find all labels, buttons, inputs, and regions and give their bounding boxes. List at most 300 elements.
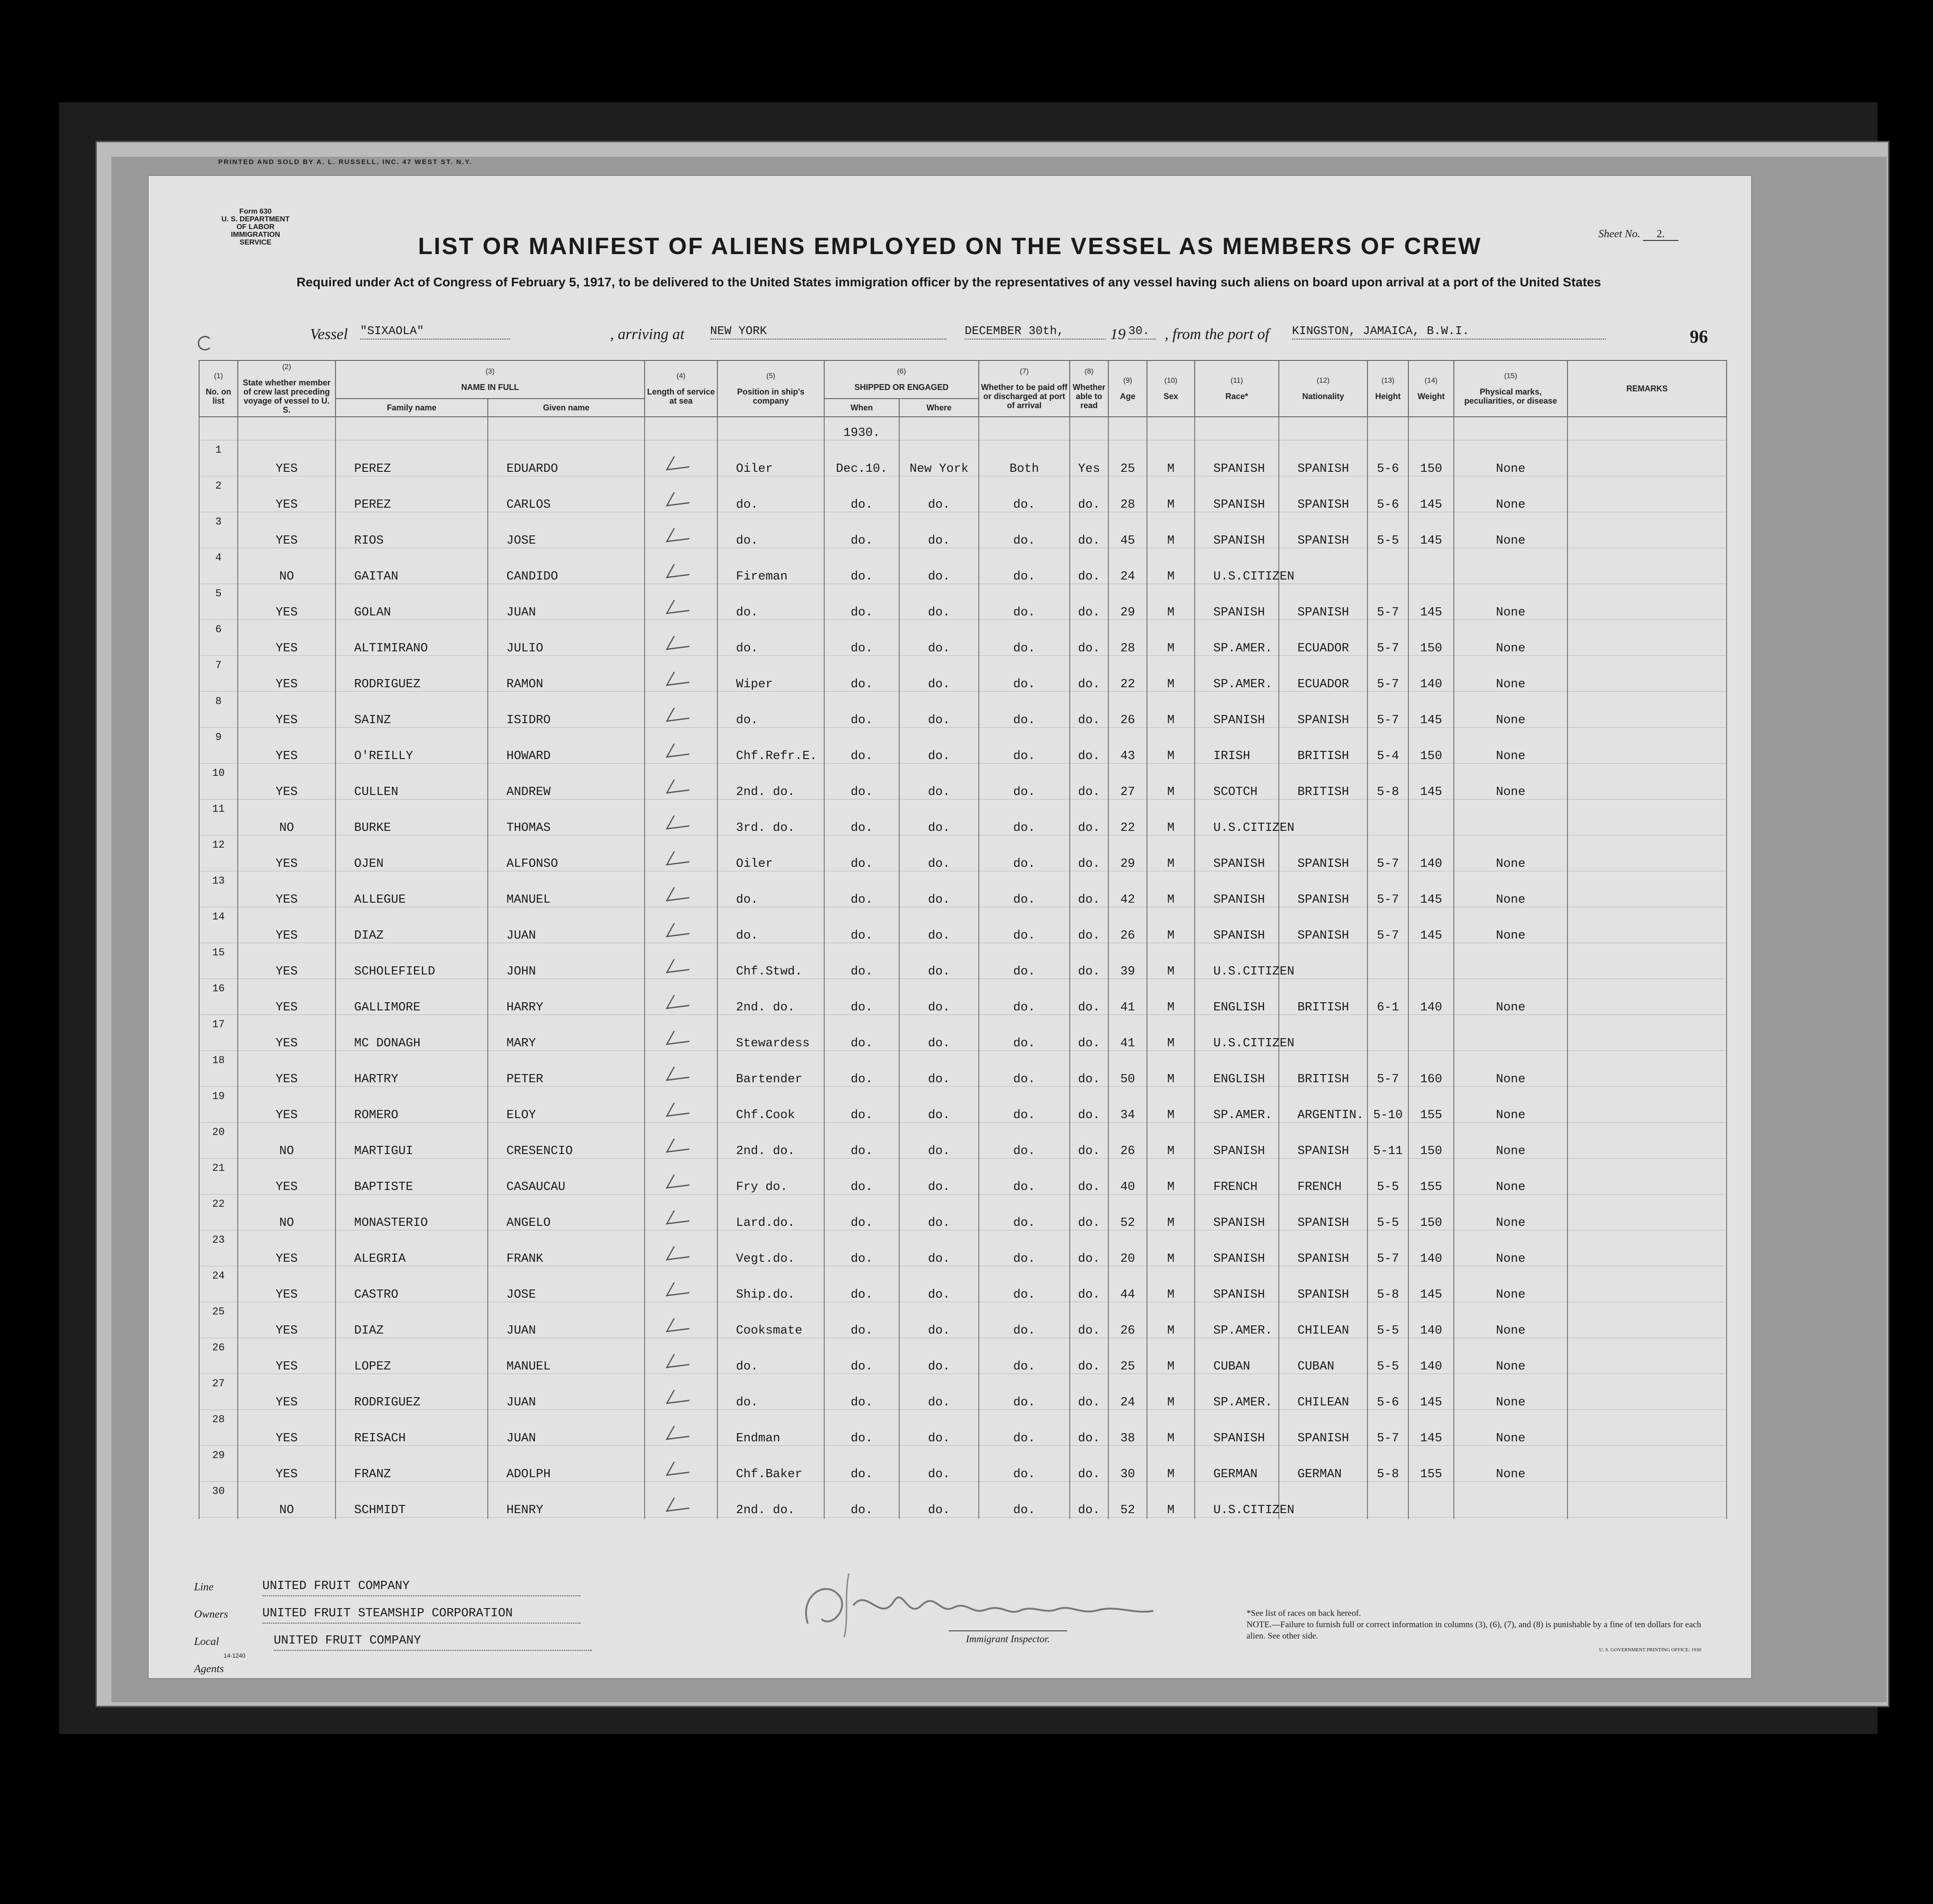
race-cell: IRISH — [1195, 728, 1279, 764]
race-cell: U.S.CITIZEN — [1195, 800, 1279, 835]
age-cell: 25 — [1108, 1338, 1147, 1374]
shipped-when-cell: do. — [824, 1123, 899, 1159]
able-to-read-cell: do. — [1070, 907, 1108, 943]
weight-cell: 150 — [1408, 440, 1454, 476]
physical-marks-cell: None — [1454, 620, 1567, 656]
table-row — [199, 871, 1727, 907]
table-row — [199, 512, 1727, 548]
paid-off-cell: do. — [979, 943, 1070, 979]
family-name-cell: PEREZ — [336, 476, 488, 512]
position-cell: do. — [717, 1374, 824, 1410]
height-cell: 5-6 — [1367, 440, 1408, 476]
service-check-cell — [645, 835, 717, 871]
age-cell: 45 — [1108, 512, 1147, 548]
shipped-when-cell: do. — [824, 1410, 899, 1446]
checkmark-icon — [666, 992, 696, 1009]
arrival-date: DECEMBER 30th, — [965, 324, 1106, 340]
row-number-cell: 12 — [199, 835, 238, 871]
given-name-cell: EDUARDO — [488, 440, 645, 476]
physical-marks-cell: None — [1454, 1123, 1567, 1159]
shipped-when-cell: do. — [824, 1302, 899, 1338]
given-name-cell: JUAN — [488, 584, 645, 620]
shipped-where-cell: do. — [899, 1194, 979, 1230]
able-to-read-cell: do. — [1070, 1194, 1108, 1230]
row-number-cell: 5 — [199, 584, 238, 620]
table-row — [199, 800, 1727, 835]
able-to-read-cell: do. — [1070, 1015, 1108, 1051]
form-department: U. S. DEPARTMENT OF LABOR — [221, 215, 290, 231]
service-check-cell — [645, 548, 717, 584]
previous-voyage-cell: YES — [238, 943, 336, 979]
family-name-cell: ROMERO — [336, 1087, 488, 1123]
previous-voyage-cell: YES — [238, 656, 336, 692]
remarks-cell — [1567, 764, 1727, 800]
service-check-cell — [645, 1338, 717, 1374]
checkmark-icon — [666, 1495, 696, 1512]
nationality-cell: SPANISH — [1279, 1410, 1367, 1446]
shipped-when-cell: do. — [824, 728, 899, 764]
shipped-where-cell: do. — [899, 620, 979, 656]
table-row — [199, 1159, 1727, 1194]
height-cell: 5-7 — [1367, 871, 1408, 907]
race-cell: U.S.CITIZEN — [1195, 1015, 1279, 1051]
race-cell: ENGLISH — [1195, 1051, 1279, 1087]
race-cell: GERMAN — [1195, 1446, 1279, 1482]
height-cell: 5-8 — [1367, 764, 1408, 800]
shipped-when-cell: do. — [824, 907, 899, 943]
row-number-cell: 20 — [199, 1123, 238, 1159]
paid-off-cell: do. — [979, 1159, 1070, 1194]
position-cell: Fireman — [717, 548, 824, 584]
table-row — [199, 1302, 1727, 1338]
weight-cell: 155 — [1408, 1159, 1454, 1194]
paid-off-cell: do. — [979, 1338, 1070, 1374]
previous-voyage-cell: YES — [238, 1338, 336, 1374]
family-name-cell: REISACH — [336, 1410, 488, 1446]
shipped-where-cell: do. — [899, 1123, 979, 1159]
age-cell: 29 — [1108, 835, 1147, 871]
family-name-cell: SCHOLEFIELD — [336, 943, 488, 979]
shipped-where-cell: do. — [899, 656, 979, 692]
physical-marks-cell — [1454, 1482, 1567, 1518]
weight-cell: 145 — [1408, 476, 1454, 512]
weight-cell: 140 — [1408, 835, 1454, 871]
col-header-weight: (14) Weight — [1408, 360, 1454, 417]
table-row — [199, 907, 1727, 943]
height-cell: 5-5 — [1367, 1302, 1408, 1338]
remarks-cell — [1567, 907, 1727, 943]
shipped-where-cell: do. — [899, 728, 979, 764]
physical-marks-cell: None — [1454, 1266, 1567, 1302]
race-cell: SPANISH — [1195, 584, 1279, 620]
physical-marks-cell: None — [1454, 656, 1567, 692]
table-row — [199, 620, 1727, 656]
col-header-age: (9) Age — [1108, 360, 1147, 417]
nationality-cell: SPANISH — [1279, 907, 1367, 943]
physical-marks-cell: None — [1454, 1051, 1567, 1087]
table-row — [199, 1266, 1727, 1302]
nationality-cell: ARGENTIN. — [1279, 1087, 1367, 1123]
sex-cell: M — [1147, 1087, 1195, 1123]
shipped-where-cell: do. — [899, 1482, 979, 1518]
height-cell: 5-5 — [1367, 1338, 1408, 1374]
shipped-when-cell: do. — [824, 692, 899, 728]
previous-voyage-cell: YES — [238, 1159, 336, 1194]
sex-cell: M — [1147, 1374, 1195, 1410]
row-number-cell: 14 — [199, 907, 238, 943]
height-cell: 5-6 — [1367, 1374, 1408, 1410]
able-to-read-cell: do. — [1070, 476, 1108, 512]
weight-cell — [1408, 943, 1454, 979]
weight-cell: 145 — [1408, 1374, 1454, 1410]
service-check-cell — [645, 476, 717, 512]
age-cell: 27 — [1108, 764, 1147, 800]
shipped-where-cell: do. — [899, 1446, 979, 1482]
remarks-cell — [1567, 1230, 1727, 1266]
nationality-cell: BRITISH — [1279, 1051, 1367, 1087]
position-cell: Vegt.do. — [717, 1230, 824, 1266]
service-check-cell — [645, 512, 717, 548]
race-cell: SPANISH — [1195, 1194, 1279, 1230]
remarks-cell — [1567, 440, 1727, 476]
shipped-where-cell: do. — [899, 1338, 979, 1374]
physical-marks-cell: None — [1454, 584, 1567, 620]
row-number-cell: 4 — [199, 548, 238, 584]
position-cell: 3rd. do. — [717, 800, 824, 835]
shipped-when-cell: do. — [824, 764, 899, 800]
row-number-cell: 6 — [199, 620, 238, 656]
shipped-when-cell: do. — [824, 476, 899, 512]
weight-cell: 150 — [1408, 1123, 1454, 1159]
given-name-cell: ELOY — [488, 1087, 645, 1123]
physical-marks-cell: None — [1454, 979, 1567, 1015]
physical-marks-cell: None — [1454, 728, 1567, 764]
given-name-cell: PETER — [488, 1051, 645, 1087]
service-check-cell — [645, 1087, 717, 1123]
printing-office: U. S. GOVERNMENT PRINTING OFFICE: 1930 — [1599, 1647, 1701, 1653]
family-name-cell: RODRIGUEZ — [336, 1374, 488, 1410]
age-cell: 22 — [1108, 656, 1147, 692]
able-to-read-cell: do. — [1070, 1482, 1108, 1518]
family-name-cell: GAITAN — [336, 548, 488, 584]
sex-cell: M — [1147, 1302, 1195, 1338]
remarks-cell — [1567, 1302, 1727, 1338]
checkmark-icon — [666, 1387, 696, 1404]
weight-cell: 150 — [1408, 728, 1454, 764]
shipped-when-cell: do. — [824, 1482, 899, 1518]
checkmark-icon — [666, 561, 696, 578]
family-name-cell: GALLIMORE — [336, 979, 488, 1015]
row-number-cell: 29 — [199, 1446, 238, 1482]
physical-marks-cell: None — [1454, 907, 1567, 943]
table-row — [199, 1374, 1727, 1410]
shipped-where-cell: do. — [899, 800, 979, 835]
weight-cell: 140 — [1408, 656, 1454, 692]
shipped-when-cell: do. — [824, 548, 899, 584]
row-number-cell: 17 — [199, 1015, 238, 1051]
able-to-read-cell: do. — [1070, 800, 1108, 835]
shipped-when-cell: do. — [824, 656, 899, 692]
row-number-cell: 28 — [199, 1410, 238, 1446]
remarks-cell — [1567, 1446, 1727, 1482]
checkmark-icon — [666, 633, 696, 650]
previous-voyage-cell: YES — [238, 728, 336, 764]
given-name-cell: MANUEL — [488, 1338, 645, 1374]
paid-off-cell: do. — [979, 871, 1070, 907]
height-cell: 5-5 — [1367, 512, 1408, 548]
given-name-cell: JUAN — [488, 907, 645, 943]
previous-voyage-cell: YES — [238, 692, 336, 728]
previous-voyage-cell: YES — [238, 871, 336, 907]
checkmark-icon — [666, 1100, 696, 1117]
table-row — [199, 1051, 1727, 1087]
page-number: 96 — [1690, 326, 1708, 347]
previous-voyage-cell: YES — [238, 764, 336, 800]
able-to-read-cell: do. — [1070, 871, 1108, 907]
shipped-where-cell: do. — [899, 979, 979, 1015]
physical-marks-cell: None — [1454, 476, 1567, 512]
shipped-when-cell: do. — [824, 620, 899, 656]
paid-off-cell: do. — [979, 1230, 1070, 1266]
given-name-cell: JOSE — [488, 1266, 645, 1302]
weight-cell: 145 — [1408, 907, 1454, 943]
header-row — [199, 360, 1727, 399]
age-cell: 40 — [1108, 1159, 1147, 1194]
paid-off-cell: do. — [979, 476, 1070, 512]
age-cell: 30 — [1108, 1446, 1147, 1482]
race-cell: SCOTCH — [1195, 764, 1279, 800]
able-to-read-cell: do. — [1070, 656, 1108, 692]
position-cell: Oiler — [717, 440, 824, 476]
agents-label: Local Agents — [194, 1636, 224, 1675]
row-number-cell: 3 — [199, 512, 238, 548]
paid-off-cell: do. — [979, 1446, 1070, 1482]
physical-marks-cell: None — [1454, 1159, 1567, 1194]
shipped-where-cell: do. — [899, 1374, 979, 1410]
weight-cell: 145 — [1408, 764, 1454, 800]
age-cell: 26 — [1108, 1302, 1147, 1338]
height-cell — [1367, 943, 1408, 979]
table-row — [199, 764, 1727, 800]
previous-voyage-cell: YES — [238, 1230, 336, 1266]
col-header-read: (8) Whether able to read — [1070, 360, 1108, 417]
shipped-where-cell: do. — [899, 1051, 979, 1087]
given-name-cell: MARY — [488, 1015, 645, 1051]
service-check-cell — [645, 1302, 717, 1338]
weight-cell — [1408, 1482, 1454, 1518]
able-to-read-cell: do. — [1070, 979, 1108, 1015]
position-cell: do. — [717, 512, 824, 548]
height-cell — [1367, 800, 1408, 835]
able-to-read-cell: do. — [1070, 1374, 1108, 1410]
age-cell: 24 — [1108, 548, 1147, 584]
given-name-cell: JUAN — [488, 1302, 645, 1338]
age-cell: 42 — [1108, 871, 1147, 907]
position-cell: Bartender — [717, 1051, 824, 1087]
race-cell: CUBAN — [1195, 1338, 1279, 1374]
physical-marks-cell — [1454, 800, 1567, 835]
checkmark-icon — [666, 1208, 696, 1224]
row-number-cell: 8 — [199, 692, 238, 728]
paid-off-cell: do. — [979, 548, 1070, 584]
shipped-where-cell: do. — [899, 1266, 979, 1302]
able-to-read-cell: do. — [1070, 1159, 1108, 1194]
remarks-cell — [1567, 476, 1727, 512]
given-name-cell: HENRY — [488, 1482, 645, 1518]
weight-cell: 145 — [1408, 871, 1454, 907]
row-number-cell: 15 — [199, 943, 238, 979]
position-cell: Chf.Stwd. — [717, 943, 824, 979]
paid-off-cell: do. — [979, 1123, 1070, 1159]
paid-off-cell: do. — [979, 692, 1070, 728]
physical-marks-cell: None — [1454, 512, 1567, 548]
col-header-shipped: (6) SHIPPED OR ENGAGED — [824, 360, 979, 399]
family-name-cell: OJEN — [336, 835, 488, 871]
height-cell: 5-7 — [1367, 1051, 1408, 1087]
position-cell: Chf.Cook — [717, 1087, 824, 1123]
shipped-where-cell: do. — [899, 692, 979, 728]
physical-marks-cell: None — [1454, 692, 1567, 728]
age-cell: 25 — [1108, 440, 1147, 476]
row-number-cell: 2 — [199, 476, 238, 512]
family-name-cell: SAINZ — [336, 692, 488, 728]
sex-cell: M — [1147, 656, 1195, 692]
given-name-cell: ANGELO — [488, 1194, 645, 1230]
position-cell: do. — [717, 476, 824, 512]
owners-label: Owners — [194, 1609, 228, 1620]
weight-cell — [1408, 1015, 1454, 1051]
previous-voyage-cell: YES — [238, 512, 336, 548]
height-cell: 5-7 — [1367, 584, 1408, 620]
document-subtitle: Required under Act of Congress of February 5, 1917, to be delivered to the United States immigration officer by the representatives of any vessel having such aliens on board upon arrival at a port of the United States — [296, 275, 1601, 289]
previous-voyage-cell: YES — [238, 1446, 336, 1482]
position-cell: Cooksmate — [717, 1302, 824, 1338]
physical-marks-cell: None — [1454, 1194, 1567, 1230]
race-cell: SPANISH — [1195, 1266, 1279, 1302]
checkmark-icon — [666, 1351, 696, 1368]
nationality-cell: ECUADOR — [1279, 620, 1367, 656]
able-to-read-cell: do. — [1070, 1230, 1108, 1266]
position-cell: do. — [717, 907, 824, 943]
age-cell: 39 — [1108, 943, 1147, 979]
checkmark-icon — [666, 1244, 696, 1260]
shipped-when-cell: do. — [824, 835, 899, 871]
row-number-cell: 16 — [199, 979, 238, 1015]
family-name-cell: BURKE — [336, 800, 488, 835]
position-cell: do. — [717, 1338, 824, 1374]
sex-cell: M — [1147, 871, 1195, 907]
paid-off-cell: do. — [979, 728, 1070, 764]
sex-cell: M — [1147, 943, 1195, 979]
physical-marks-cell — [1454, 548, 1567, 584]
row-number-cell: 9 — [199, 728, 238, 764]
line-value: UNITED FRUIT COMPANY — [262, 1577, 581, 1596]
given-name-cell: RAMON — [488, 656, 645, 692]
table-row — [199, 1194, 1727, 1230]
service-check-cell — [645, 1015, 717, 1051]
paid-off-cell: do. — [979, 1374, 1070, 1410]
departure-port: KINGSTON, JAMAICA, B.W.I. — [1292, 324, 1606, 340]
row-number-cell: 1 — [199, 440, 238, 476]
age-cell: 38 — [1108, 1410, 1147, 1446]
paid-off-cell: do. — [979, 907, 1070, 943]
previous-voyage-cell: YES — [238, 1087, 336, 1123]
remarks-cell — [1567, 1015, 1727, 1051]
nationality-cell: SPANISH — [1279, 584, 1367, 620]
physical-marks-cell: None — [1454, 1446, 1567, 1482]
shipped-when-cell: do. — [824, 979, 899, 1015]
service-check-cell — [645, 1123, 717, 1159]
height-cell: 5-10 — [1367, 1087, 1408, 1123]
family-name-cell: DIAZ — [336, 907, 488, 943]
position-cell: do. — [717, 871, 824, 907]
family-name-cell: ALLEGUE — [336, 871, 488, 907]
position-cell: Stewardess — [717, 1015, 824, 1051]
sex-cell: M — [1147, 476, 1195, 512]
weight-cell: 140 — [1408, 1230, 1454, 1266]
race-cell: SPANISH — [1195, 692, 1279, 728]
nationality-cell: SPANISH — [1279, 835, 1367, 871]
remarks-cell — [1567, 584, 1727, 620]
arrival-port: NEW YORK — [710, 324, 946, 340]
remarks-cell — [1567, 1266, 1727, 1302]
physical-marks-cell: None — [1454, 1230, 1567, 1266]
nationality-cell: SPANISH — [1279, 871, 1367, 907]
age-cell: 22 — [1108, 800, 1147, 835]
paid-off-cell: do. — [979, 1266, 1070, 1302]
shipped-where-cell: do. — [899, 476, 979, 512]
sex-cell: M — [1147, 1266, 1195, 1302]
shipped-where-cell: do. — [899, 764, 979, 800]
table-row — [199, 1015, 1727, 1051]
nationality-cell: CHILEAN — [1279, 1374, 1367, 1410]
able-to-read-cell: do. — [1070, 1051, 1108, 1087]
vessel-label: Vessel — [310, 326, 348, 343]
sex-cell: M — [1147, 1230, 1195, 1266]
col-header-height: (13) Height — [1367, 360, 1408, 417]
sex-cell: M — [1147, 1051, 1195, 1087]
able-to-read-cell: do. — [1070, 512, 1108, 548]
service-check-cell — [645, 440, 717, 476]
nationality-cell: SPANISH — [1279, 1123, 1367, 1159]
remarks-cell — [1567, 943, 1727, 979]
nationality-cell: SPANISH — [1279, 440, 1367, 476]
physical-marks-cell: None — [1454, 871, 1567, 907]
col-header-paid-off: (7) Whether to be paid off or discharged at port of arrival — [979, 360, 1070, 417]
race-cell: U.S.CITIZEN — [1195, 548, 1279, 584]
form-number: Form 630 — [239, 208, 272, 215]
footer-notes — [1247, 1608, 1701, 1656]
previous-voyage-cell: NO — [238, 1482, 336, 1518]
service-check-cell — [645, 764, 717, 800]
remarks-cell — [1567, 1194, 1727, 1230]
position-cell: 2nd. do. — [717, 979, 824, 1015]
paid-off-cell: do. — [979, 1302, 1070, 1338]
physical-marks-cell — [1454, 1015, 1567, 1051]
form-code: 14-1240 — [224, 1652, 245, 1659]
arriving-label: , arriving at — [610, 326, 685, 343]
table-row — [199, 1446, 1727, 1482]
family-name-cell: BAPTISTE — [336, 1159, 488, 1194]
agents-value: UNITED FRUIT COMPANY — [274, 1632, 592, 1651]
height-cell: 5-7 — [1367, 1410, 1408, 1446]
family-name-cell: SCHMIDT — [336, 1482, 488, 1518]
row-number-cell: 19 — [199, 1087, 238, 1123]
height-cell — [1367, 1015, 1408, 1051]
remarks-cell — [1567, 728, 1727, 764]
weight-cell: 150 — [1408, 620, 1454, 656]
row-number-cell: 7 — [199, 656, 238, 692]
